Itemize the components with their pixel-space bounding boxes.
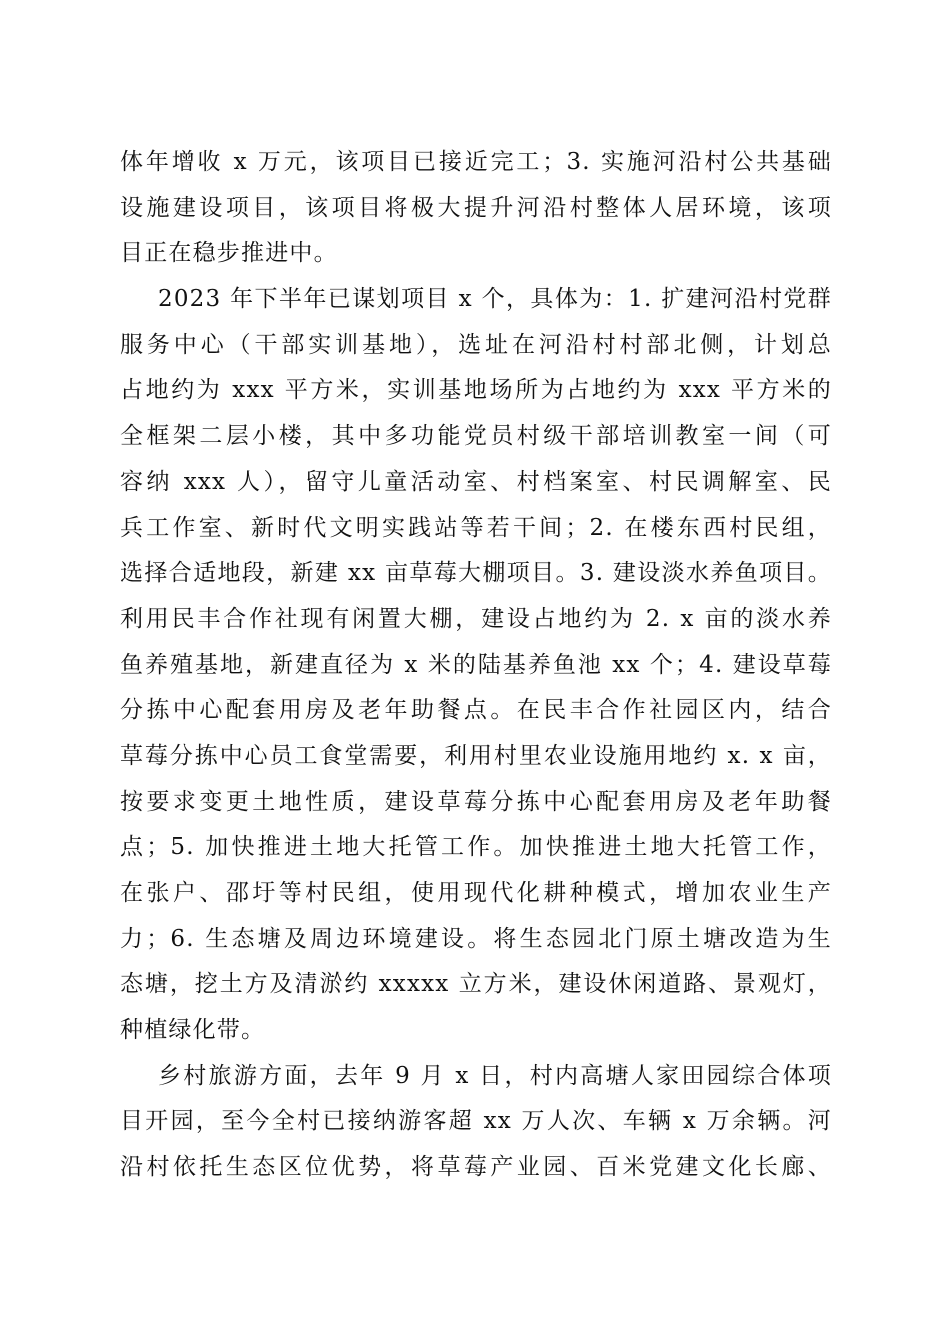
text-line: 按要求变更土地性质，建设草莓分拣中心配套用房及老年助餐 — [120, 788, 832, 815]
text-line: 容纳 xxx 人），留守儿童活动室、村档案室、村民调解室、民 — [120, 468, 832, 495]
text-line: 兵工作室、新时代文明实践站等若干间；2. 在楼东西村民组， — [120, 514, 832, 541]
text-line: 目开园，至今全村已接纳游客超 xx 万人次、车辆 x 万余辆。河 — [120, 1108, 832, 1135]
text-line: 服务中心（干部实训基地），选址在河沿村村部北侧，计划总 — [120, 331, 832, 358]
text-line: 草莓分拣中心员工食堂需要，利用村里农业设施用地约 x. x 亩， — [120, 742, 832, 769]
text-line: 设施建设项目，该项目将极大提升河沿村整体人居环境，该项 — [120, 194, 832, 221]
paragraph-2023-planned-projects — [120, 277, 832, 1054]
text-line: 分拣中心配套用房及老年助餐点。在民丰合作社园区内，结合 — [120, 697, 832, 724]
paragraph-rural-tourism — [120, 1054, 832, 1191]
text-line: 沿村依托生态区位优势，将草莓产业园、百米党建文化长廊、 — [120, 1154, 832, 1181]
text-line: 占地约为 xxx 平方米，实训基地场所为占地约为 xxx 平方米的 — [120, 377, 832, 404]
text-line: 全框架二层小楼，其中多功能党员村级干部培训教室一间（可 — [120, 423, 832, 450]
text-line: 鱼养殖基地，新建直径为 x 米的陆基养鱼池 xx 个；4. 建设草莓 — [120, 651, 832, 678]
paragraph-project-progress — [120, 140, 832, 277]
text-line: 种植绿化带。 — [120, 1017, 266, 1044]
text-line: 利用民丰合作社现有闲置大棚，建设占地约为 2. x 亩的淡水养 — [120, 605, 832, 632]
document-body — [120, 140, 832, 1191]
text-line: 力；6. 生态塘及周边环境建设。将生态园北门原土塘改造为生 — [120, 925, 832, 952]
text-line: 2023 年下半年已谋划项目 x 个，具体为：1. 扩建河沿村党群 — [158, 286, 832, 313]
text-line: 体年增收 x 万元，该项目已接近完工；3. 实施河沿村公共基础 — [120, 149, 832, 175]
text-line: 在张户、邵圩等村民组，使用现代化耕种模式，增加农业生产 — [120, 880, 832, 906]
text-line: 目正在稳步推进中。 — [120, 240, 338, 267]
text-line: 态塘，挖土方及清淤约 xxxxx 立方米，建设休闲道路、景观灯， — [120, 971, 832, 998]
text-line: 乡村旅游方面，去年 9 月 x 日，村内高塘人家田园综合体项 — [158, 1062, 832, 1089]
text-line: 选择合适地段，新建 xx 亩草莓大棚项目。3. 建设淡水养鱼项目。 — [120, 560, 832, 587]
text-line: 点；5. 加快推进土地大托管工作。加快推进土地大托管工作， — [120, 834, 832, 861]
